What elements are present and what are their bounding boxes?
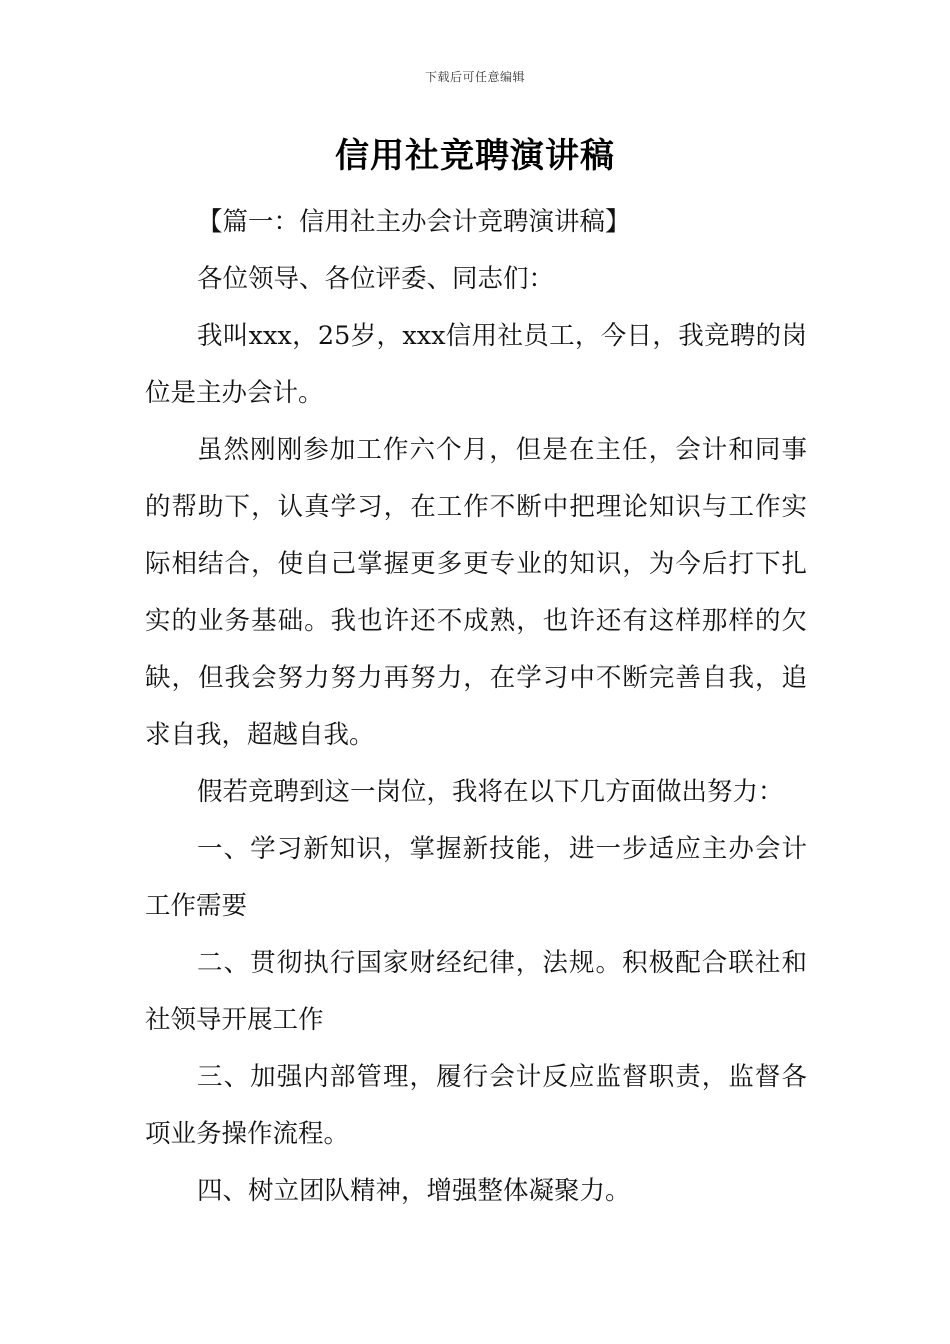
list-item-3: 三、加强内部管理，履行会计反应监督职责，监督各项业务操作流程。	[145, 1062, 807, 1149]
experience-paragraph: 虽然刚刚参加工作六个月，但是在主任，会计和同事的帮助下，认真学习，在工作不断中把理论知识与工作实际相结合，使自己掌握更多更专业的知识，为今后打下扎实的业务基础。我也许还不成熟，也许还有这样那样的欠缺，但我会努力努力再努力，在学习中不断完善自我，追求自我，超越自我。	[145, 435, 807, 750]
list-item-2: 二、贯彻执行国家财经纪律，法规。积极配合联社和社领导开展工作	[145, 948, 807, 1035]
salutation-paragraph: 各位领导、各位评委、同志们：	[197, 264, 555, 294]
list-item-4: 四、树立团队精神，增强整体凝聚力。	[197, 1176, 631, 1206]
list-item-1: 一、学习新知识，掌握新技能，进一步适应主办会计工作需要	[145, 834, 807, 921]
intro-paragraph: 我叫xxx，25岁，xxx信用社员工，今日，我竞聘的岗位是主办会计。	[145, 321, 807, 408]
document-body	[145, 194, 807, 1220]
commitment-paragraph: 假若竞聘到这一岗位，我将在以下几方面做出努力：	[197, 777, 784, 807]
section-heading: 【篇一：信用社主办会计竞聘演讲稿】	[197, 207, 631, 237]
page-title: 信用社竞聘演讲稿	[335, 136, 615, 176]
header-note: 下载后可任意编辑	[424, 70, 525, 84]
